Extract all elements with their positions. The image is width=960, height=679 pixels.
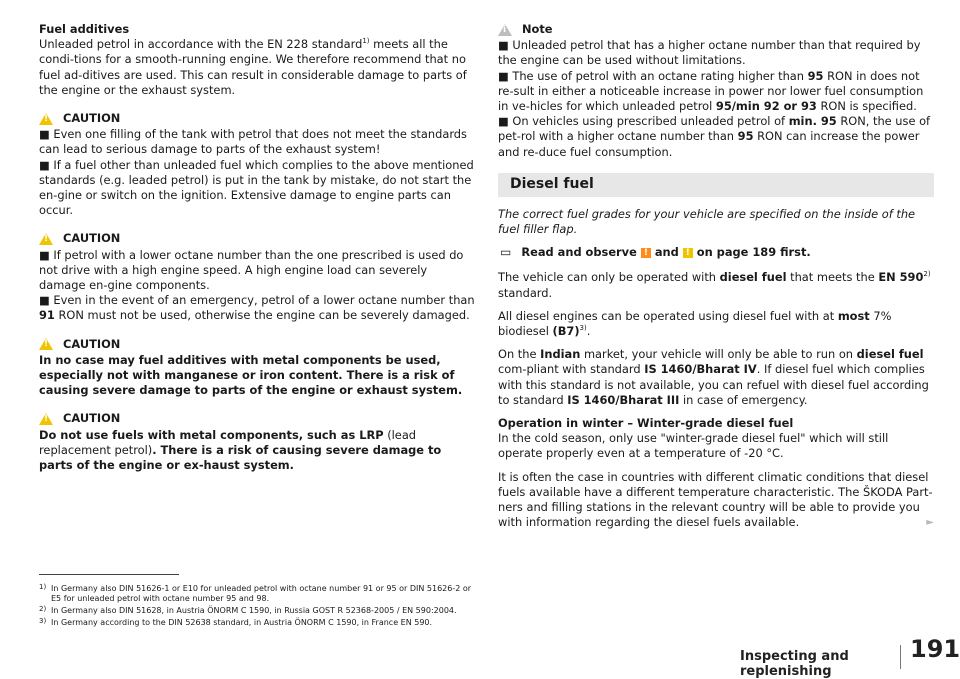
caution-paragraph: ■ If a fuel other than unleaded fuel which complies to the above mentioned standards (e.g. leaded petrol) is put in the tank by mistake, do not start the en-gine or switch on the ignition. Extensive damage to engine parts can occur. (39, 157, 474, 218)
caution-paragraph: ■ Even one filling of the tank with petrol that does not meet the standards can lead to serious damage to parts of the exhaust system! (39, 127, 467, 157)
note-paragraph: ■ The use of petrol with an octane rating higher than 95 RON in does not re-sult in either a noticeable increase in power nor lower fuel consumption in ve-hicles for which unleaded petrol 95/min 92 or 93 RON is specified. (498, 68, 924, 114)
book-icon: ▭ (500, 245, 512, 260)
warning-icon (39, 413, 53, 425)
paragraph: The vehicle can only be operated with diesel fuel that meets the EN 590$^{2)}$ standard. (498, 270, 931, 300)
read-and-observe: ▭ Read and observe ! and ! on page 189 first. (498, 245, 934, 260)
info-icon (498, 24, 512, 36)
fuel-additives-text: Unleaded petrol in accordance with the EN 228 standard$^{1)}$ meets all the condi-tions for a smooth-running engine. We therefore recommend that no fuel ad-ditives are used. This can result in considerable damage to parts of the engine or the exhaust system. (39, 37, 467, 97)
page-footer (740, 635, 960, 679)
caution-ref-icon[interactable] (683, 248, 693, 258)
caution-box-4 (39, 411, 476, 473)
warning-icon (39, 113, 53, 125)
footer-section-title: Inspecting and replenishing (740, 649, 849, 679)
footnote: 3) In Germany according to the DIN 52638 standard, in Austria ÖNORM C 1590, in France EN 590. (39, 617, 433, 627)
continue-arrow-icon: ► (926, 517, 934, 529)
footer-divider (900, 645, 901, 669)
note-heading: i Note (498, 22, 934, 37)
danger-ref-icon[interactable] (641, 248, 651, 258)
section-title: Diesel fuel (498, 173, 934, 197)
paragraph: All diesel engines can be operated using diesel fuel with at most 7% biodiesel $(B7)^{3)}$. (498, 308, 892, 339)
caution-box-3 (39, 337, 476, 399)
caution-box-1 (39, 111, 476, 218)
fuel-additives-title: Fuel additives (39, 22, 130, 36)
page-number: 191 (910, 635, 960, 663)
caution-heading: ! CAUTION (39, 411, 476, 426)
note-paragraph: ■ On vehicles using prescribed unleaded petrol of min. 95 RON, the use of pet-rol with a higher octane number than 95 RON can increase the power and re-duce fuel consumption. (498, 114, 931, 159)
fuel-additives-section (39, 22, 476, 98)
caution-paragraph: ■ Even in the event of an emergency, petrol of a lower octane number than 91 RON must not be used, otherwise the engine can be severely damaged. (39, 293, 475, 323)
caution-paragraph: Do not use fuels with metal components, such as LRP (lead replacement petrol). There is a risk of causing severe damage to parts of the engine or ex-haust system. (39, 427, 442, 473)
section-intro: The correct fuel grades for your vehicle are specified on the inside of the fuel filler flap. (498, 206, 916, 237)
right-column (498, 22, 934, 538)
note-paragraph: ■ Unleaded petrol that has a higher octane number than that required by the engine can be used without limitations. (498, 38, 921, 68)
paragraph: Operation in winter – Winter-grade diesel fuel In the cold season, only use "winter-grade diesel fuel" which will still operate properly even at a temperature of -20 °C. (498, 416, 889, 461)
footnote-divider (39, 574, 179, 575)
caution-heading: ! CAUTION (39, 231, 476, 246)
note-box (498, 22, 934, 160)
caution-heading: ! CAUTION (39, 337, 476, 352)
caution-box-2 (39, 231, 476, 323)
warning-icon (39, 338, 53, 350)
footnotes (39, 584, 479, 630)
caution-paragraph: In no case may fuel additives with metal components be used, especially not with manganese or iron content. There is a risk of causing severe damage to parts of the engine or exhaust system. (39, 352, 463, 398)
paragraph: On the Indian market, your vehicle will only be able to run on diesel fuel com-pliant with standard IS 1460/Bharat IV. If diesel fuel which complies with this standard is not available, you can refuel with diesel fuel according to standard IS 1460/Bharat III in case of emergency. (498, 347, 929, 407)
left-column (39, 22, 476, 486)
paragraph: It is often the case in countries with different climatic conditions that diesel fuels available have a different temperature characteristic. The ŠKODA Part-ners and filling stations in the relevant country will be able to provide you with information regarding the diesel fuels available. ► (498, 469, 934, 530)
caution-heading: ! CAUTION (39, 111, 476, 126)
caution-paragraph: ■ If petrol with a lower octane number than the one prescribed is used do not drive with a high engine speed. A high engine load can severely damage en-gine components. (39, 247, 464, 293)
footnote: 2) In Germany also DIN 51628, in Austria ÖNORM C 1590, in Russia GOST R 52368-2005 / EN 590:2004. (39, 605, 457, 615)
warning-icon (39, 233, 53, 245)
footnote: 1) In Germany also DIN 51626-1 or E10 for unleaded petrol with octane number 91 or 95 or DIN 51626-2 or E5 for unleaded petrol with octane number 95 and 98. (39, 583, 472, 603)
